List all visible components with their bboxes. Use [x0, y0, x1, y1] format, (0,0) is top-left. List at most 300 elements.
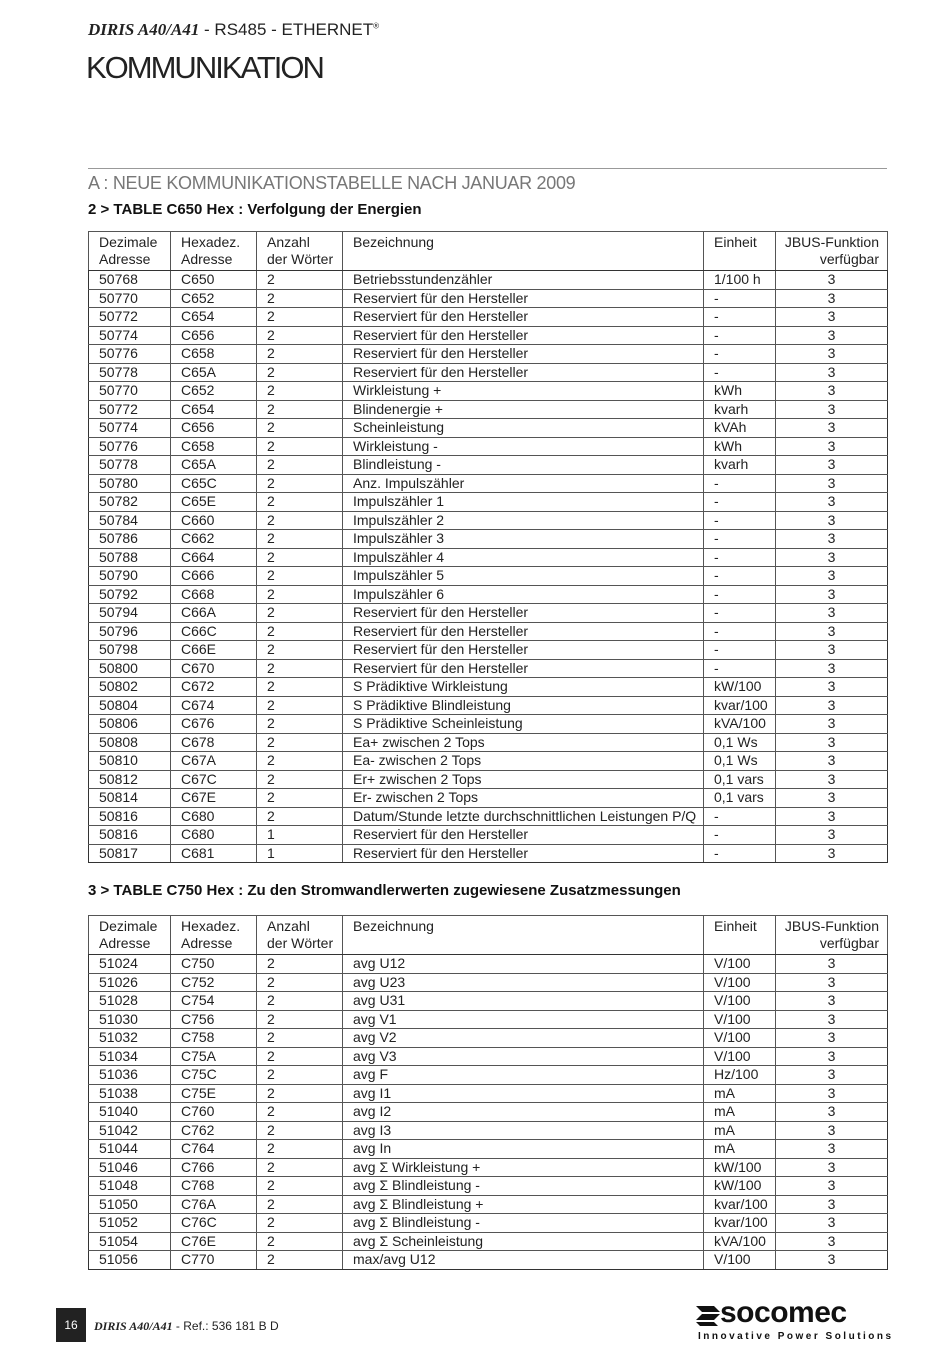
cell-word-count: 2: [257, 456, 343, 475]
cell-unit: kvarh: [704, 456, 776, 475]
cell-description: Reserviert für den Hersteller: [343, 844, 704, 863]
cell-decimal-address: 50792: [89, 585, 171, 604]
cell-jbus-function: 3: [776, 807, 888, 826]
cell-decimal-address: 50806: [89, 715, 171, 734]
cell-description: Reserviert für den Hersteller: [343, 622, 704, 641]
cell-decimal-address: 51024: [89, 955, 171, 974]
cell-description: Reserviert für den Hersteller: [343, 641, 704, 660]
cell-word-count: 2: [257, 511, 343, 530]
cell-jbus-function: 3: [776, 678, 888, 697]
cell-decimal-address: 50772: [89, 400, 171, 419]
page-title: KOMMUNIKATION: [86, 50, 323, 85]
cell-word-count: 2: [257, 308, 343, 327]
cell-unit: kvar/100: [704, 696, 776, 715]
col-header-jbus: JBUS-Funktion verfügbar: [776, 232, 888, 271]
cell-jbus-function: 3: [776, 715, 888, 734]
table-row: [89, 363, 888, 382]
register-table-c750: [88, 915, 888, 1270]
cell-word-count: 2: [257, 1177, 343, 1196]
cell-hex-address: C75C: [171, 1066, 257, 1085]
cell-hex-address: C650: [171, 271, 257, 290]
page-number: 16: [56, 1308, 86, 1342]
cell-jbus-function: 3: [776, 641, 888, 660]
cell-word-count: 2: [257, 1195, 343, 1214]
register-table-c650: [88, 231, 888, 863]
cell-decimal-address: 51038: [89, 1084, 171, 1103]
cell-jbus-function: 3: [776, 770, 888, 789]
cell-jbus-function: 3: [776, 1158, 888, 1177]
cell-description: avg F: [343, 1066, 704, 1085]
cell-word-count: 2: [257, 696, 343, 715]
cell-word-count: 2: [257, 659, 343, 678]
table-row: [89, 1066, 888, 1085]
cell-decimal-address: 50782: [89, 493, 171, 512]
cell-word-count: 1: [257, 826, 343, 845]
cell-decimal-address: 50768: [89, 271, 171, 290]
cell-decimal-address: 51044: [89, 1140, 171, 1159]
logo-wordmark: socomec: [720, 1296, 847, 1329]
table-row: [89, 308, 888, 327]
cell-hex-address: C654: [171, 400, 257, 419]
cell-hex-address: C65A: [171, 363, 257, 382]
cell-hex-address: C67A: [171, 752, 257, 771]
cell-hex-address: C76E: [171, 1232, 257, 1251]
cell-word-count: 2: [257, 973, 343, 992]
cell-word-count: 2: [257, 622, 343, 641]
table-row: [89, 1029, 888, 1048]
table-row: [89, 641, 888, 660]
table-row: [89, 733, 888, 752]
cell-unit: kW/100: [704, 1177, 776, 1196]
table-row: [89, 437, 888, 456]
cell-jbus-function: 3: [776, 400, 888, 419]
cell-description: Reserviert für den Hersteller: [343, 604, 704, 623]
cell-unit: mA: [704, 1103, 776, 1122]
cell-description: Reserviert für den Hersteller: [343, 363, 704, 382]
cell-hex-address: C674: [171, 696, 257, 715]
cell-jbus-function: 3: [776, 567, 888, 586]
cell-jbus-function: 3: [776, 345, 888, 364]
cell-decimal-address: 50802: [89, 678, 171, 697]
cell-jbus-function: 3: [776, 530, 888, 549]
cell-hex-address: C658: [171, 345, 257, 364]
cell-jbus-function: 3: [776, 973, 888, 992]
table-row: [89, 604, 888, 623]
table-header-row: [89, 232, 888, 271]
cell-hex-address: C664: [171, 548, 257, 567]
table-row: [89, 289, 888, 308]
cell-word-count: 2: [257, 752, 343, 771]
table-row: [89, 1251, 888, 1270]
cell-jbus-function: 3: [776, 1084, 888, 1103]
cell-hex-address: C681: [171, 844, 257, 863]
cell-word-count: 2: [257, 289, 343, 308]
table-row: [89, 456, 888, 475]
table-row: [89, 400, 888, 419]
cell-unit: kW/100: [704, 1158, 776, 1177]
cell-decimal-address: 51050: [89, 1195, 171, 1214]
cell-word-count: 2: [257, 363, 343, 382]
cell-word-count: 2: [257, 1047, 343, 1066]
table-row: [89, 548, 888, 567]
cell-unit: V/100: [704, 1047, 776, 1066]
cell-hex-address: C756: [171, 1010, 257, 1029]
cell-decimal-address: 51034: [89, 1047, 171, 1066]
cell-hex-address: C66A: [171, 604, 257, 623]
cell-jbus-function: 3: [776, 585, 888, 604]
cell-jbus-function: 3: [776, 511, 888, 530]
col-header-unit: Einheit: [704, 232, 776, 271]
cell-decimal-address: 50808: [89, 733, 171, 752]
cell-decimal-address: 51032: [89, 1029, 171, 1048]
cell-jbus-function: 3: [776, 548, 888, 567]
cell-unit: -: [704, 474, 776, 493]
cell-jbus-function: 3: [776, 363, 888, 382]
cell-jbus-function: 3: [776, 696, 888, 715]
cell-decimal-address: 51026: [89, 973, 171, 992]
cell-description: avg U23: [343, 973, 704, 992]
cell-unit: 0,1 vars: [704, 770, 776, 789]
cell-hex-address: C660: [171, 511, 257, 530]
cell-description: avg I1: [343, 1084, 704, 1103]
cell-hex-address: C662: [171, 530, 257, 549]
col-header-hex: Hexadez. Adresse: [171, 232, 257, 271]
cell-unit: -: [704, 604, 776, 623]
cell-decimal-address: 50770: [89, 382, 171, 401]
cell-description: Scheinleistung: [343, 419, 704, 438]
table-row: [89, 715, 888, 734]
cell-hex-address: C76C: [171, 1214, 257, 1233]
socomec-logo: [696, 1296, 894, 1346]
cell-decimal-address: 50794: [89, 604, 171, 623]
cell-unit: V/100: [704, 1010, 776, 1029]
cell-decimal-address: 50812: [89, 770, 171, 789]
cell-description: avg I2: [343, 1103, 704, 1122]
cell-description: Blindleistung -: [343, 456, 704, 475]
cell-hex-address: C65C: [171, 474, 257, 493]
cell-description: S Prädiktive Wirkleistung: [343, 678, 704, 697]
cell-unit: 0,1 vars: [704, 789, 776, 808]
table-row: [89, 474, 888, 493]
cell-description: Er+ zwischen 2 Tops: [343, 770, 704, 789]
logo-tagline: Innovative Power Solutions: [698, 1331, 894, 1342]
cell-jbus-function: 3: [776, 1121, 888, 1140]
cell-decimal-address: 50798: [89, 641, 171, 660]
cell-hex-address: C758: [171, 1029, 257, 1048]
product-brand: DIRIS A40/A41: [88, 20, 200, 39]
col-header-jbus: JBUS-Funktion verfügbar: [776, 916, 888, 955]
cell-jbus-function: 3: [776, 456, 888, 475]
cell-decimal-address: 51042: [89, 1121, 171, 1140]
cell-decimal-address: 50810: [89, 752, 171, 771]
cell-unit: kWh: [704, 437, 776, 456]
cell-unit: -: [704, 807, 776, 826]
cell-description: Impulszähler 6: [343, 585, 704, 604]
cell-word-count: 2: [257, 1232, 343, 1251]
table-row: [89, 955, 888, 974]
cell-decimal-address: 51030: [89, 1010, 171, 1029]
cell-unit: -: [704, 826, 776, 845]
cell-hex-address: C762: [171, 1121, 257, 1140]
cell-jbus-function: 3: [776, 1047, 888, 1066]
cell-jbus-function: 3: [776, 1010, 888, 1029]
cell-word-count: 1: [257, 844, 343, 863]
cell-word-count: 2: [257, 1121, 343, 1140]
table-row: [89, 1140, 888, 1159]
cell-description: Ea- zwischen 2 Tops: [343, 752, 704, 771]
cell-jbus-function: 3: [776, 271, 888, 290]
col-header-count: Anzahl der Wörter: [257, 232, 343, 271]
cell-description: avg In: [343, 1140, 704, 1159]
cell-word-count: 2: [257, 715, 343, 734]
product-rest: - RS485 - ETHERNET: [199, 20, 374, 39]
table-row: [89, 770, 888, 789]
cell-decimal-address: 51048: [89, 1177, 171, 1196]
table-row: [89, 1214, 888, 1233]
col-header-decimal: Dezimale Adresse: [89, 232, 171, 271]
cell-description: Datum/Stunde letzte durchschnittlichen Leistungen P/Q: [343, 807, 704, 826]
cell-decimal-address: 50770: [89, 289, 171, 308]
cell-word-count: 2: [257, 770, 343, 789]
cell-unit: kVAh: [704, 419, 776, 438]
table-row: [89, 567, 888, 586]
cell-jbus-function: 3: [776, 1140, 888, 1159]
cell-description: Impulszähler 4: [343, 548, 704, 567]
cell-unit: 0,1 Ws: [704, 752, 776, 771]
cell-word-count: 2: [257, 604, 343, 623]
cell-word-count: 2: [257, 474, 343, 493]
table-row: [89, 1010, 888, 1029]
cell-word-count: 2: [257, 992, 343, 1011]
cell-word-count: 2: [257, 1214, 343, 1233]
cell-decimal-address: 50796: [89, 622, 171, 641]
cell-word-count: 2: [257, 1158, 343, 1177]
cell-decimal-address: 50784: [89, 511, 171, 530]
cell-unit: V/100: [704, 973, 776, 992]
cell-description: Anz. Impulszähler: [343, 474, 704, 493]
table-row: [89, 511, 888, 530]
cell-jbus-function: 3: [776, 326, 888, 345]
cell-description: Impulszähler 3: [343, 530, 704, 549]
cell-word-count: 2: [257, 678, 343, 697]
cell-description: Reserviert für den Hersteller: [343, 826, 704, 845]
section-divider: [88, 168, 887, 169]
cell-description: S Prädiktive Blindleistung: [343, 696, 704, 715]
cell-jbus-function: 3: [776, 604, 888, 623]
cell-jbus-function: 3: [776, 474, 888, 493]
cell-word-count: 2: [257, 567, 343, 586]
cell-jbus-function: 3: [776, 1177, 888, 1196]
cell-hex-address: C67C: [171, 770, 257, 789]
table-row: [89, 973, 888, 992]
cell-unit: 0,1 Ws: [704, 733, 776, 752]
footer-brand: DIRIS A40/A41: [94, 1319, 173, 1333]
cell-word-count: 2: [257, 530, 343, 549]
table-row: [89, 382, 888, 401]
cell-word-count: 2: [257, 1251, 343, 1270]
cell-word-count: 2: [257, 1010, 343, 1029]
cell-jbus-function: 3: [776, 1195, 888, 1214]
cell-description: avg U31: [343, 992, 704, 1011]
cell-unit: -: [704, 622, 776, 641]
cell-unit: mA: [704, 1140, 776, 1159]
table-row: [89, 326, 888, 345]
cell-decimal-address: 50816: [89, 826, 171, 845]
cell-decimal-address: 51046: [89, 1158, 171, 1177]
cell-description: avg V3: [343, 1047, 704, 1066]
cell-decimal-address: 50786: [89, 530, 171, 549]
table-row: [89, 585, 888, 604]
cell-hex-address: C66E: [171, 641, 257, 660]
cell-decimal-address: 50814: [89, 789, 171, 808]
cell-hex-address: C752: [171, 973, 257, 992]
cell-hex-address: C668: [171, 585, 257, 604]
cell-word-count: 2: [257, 1103, 343, 1122]
cell-jbus-function: 3: [776, 733, 888, 752]
footer-reference: [94, 1319, 279, 1334]
table-row: [89, 1121, 888, 1140]
col-header-unit: Einheit: [704, 916, 776, 955]
table-row: [89, 696, 888, 715]
cell-description: Impulszähler 5: [343, 567, 704, 586]
section-title: A : NEUE KOMMUNIKATIONSTABELLE NACH JANUAR 2009: [88, 173, 576, 193]
cell-jbus-function: 3: [776, 1251, 888, 1270]
footer-ref-number: - Ref.: 536 181 B D: [172, 1319, 279, 1333]
cell-hex-address: C680: [171, 807, 257, 826]
cell-unit: kvarh: [704, 400, 776, 419]
cell-description: S Prädiktive Scheinleistung: [343, 715, 704, 734]
cell-hex-address: C652: [171, 382, 257, 401]
col-header-count: Anzahl der Wörter: [257, 916, 343, 955]
cell-hex-address: C770: [171, 1251, 257, 1270]
cell-description: avg Σ Wirkleistung +: [343, 1158, 704, 1177]
table-row: [89, 678, 888, 697]
cell-jbus-function: 3: [776, 1066, 888, 1085]
cell-jbus-function: 3: [776, 289, 888, 308]
cell-decimal-address: 51036: [89, 1066, 171, 1085]
cell-unit: kWh: [704, 382, 776, 401]
cell-unit: 1/100 h: [704, 271, 776, 290]
cell-unit: -: [704, 511, 776, 530]
cell-decimal-address: 50780: [89, 474, 171, 493]
cell-word-count: 2: [257, 641, 343, 660]
cell-word-count: 2: [257, 733, 343, 752]
cell-hex-address: C65A: [171, 456, 257, 475]
cell-hex-address: C652: [171, 289, 257, 308]
cell-hex-address: C754: [171, 992, 257, 1011]
cell-description: avg V2: [343, 1029, 704, 1048]
cell-decimal-address: 50778: [89, 456, 171, 475]
cell-unit: kVA/100: [704, 715, 776, 734]
cell-unit: V/100: [704, 1251, 776, 1270]
cell-description: Impulszähler 2: [343, 511, 704, 530]
cell-unit: kVA/100: [704, 1232, 776, 1251]
cell-decimal-address: 50778: [89, 363, 171, 382]
cell-description: avg Σ Scheinleistung: [343, 1232, 704, 1251]
cell-unit: -: [704, 493, 776, 512]
cell-jbus-function: 3: [776, 308, 888, 327]
cell-jbus-function: 3: [776, 844, 888, 863]
cell-jbus-function: 3: [776, 659, 888, 678]
cell-hex-address: C672: [171, 678, 257, 697]
cell-hex-address: C65E: [171, 493, 257, 512]
cell-decimal-address: 51054: [89, 1232, 171, 1251]
cell-jbus-function: 3: [776, 1232, 888, 1251]
cell-word-count: 2: [257, 493, 343, 512]
cell-decimal-address: 50788: [89, 548, 171, 567]
cell-jbus-function: 3: [776, 955, 888, 974]
cell-description: Wirkleistung -: [343, 437, 704, 456]
table2-title: 3 > TABLE C750 Hex : Zu den Stromwandlerwerten zugewiesene Zusatzmessungen: [88, 882, 681, 899]
cell-word-count: 2: [257, 382, 343, 401]
cell-unit: V/100: [704, 992, 776, 1011]
table-row: [89, 1158, 888, 1177]
cell-decimal-address: 51028: [89, 992, 171, 1011]
cell-jbus-function: 3: [776, 622, 888, 641]
cell-jbus-function: 3: [776, 752, 888, 771]
cell-hex-address: C680: [171, 826, 257, 845]
cell-decimal-address: 50804: [89, 696, 171, 715]
cell-description: Reserviert für den Hersteller: [343, 308, 704, 327]
table-row: [89, 1084, 888, 1103]
cell-word-count: 2: [257, 789, 343, 808]
cell-hex-address: C676: [171, 715, 257, 734]
cell-unit: -: [704, 548, 776, 567]
cell-word-count: 2: [257, 1029, 343, 1048]
table-row: [89, 622, 888, 641]
cell-unit: -: [704, 289, 776, 308]
cell-hex-address: C760: [171, 1103, 257, 1122]
cell-hex-address: C66C: [171, 622, 257, 641]
cell-description: max/avg U12: [343, 1251, 704, 1270]
table1-title: 2 > TABLE C650 Hex : Verfolgung der Energien: [88, 201, 422, 218]
cell-decimal-address: 50816: [89, 807, 171, 826]
cell-description: avg U12: [343, 955, 704, 974]
logo-mark-icon: [696, 1304, 722, 1328]
cell-word-count: 2: [257, 585, 343, 604]
table-header-row: [89, 916, 888, 955]
cell-decimal-address: 51040: [89, 1103, 171, 1122]
cell-decimal-address: 50776: [89, 437, 171, 456]
cell-hex-address: C658: [171, 437, 257, 456]
col-header-hex: Hexadez. Adresse: [171, 916, 257, 955]
table-row: [89, 789, 888, 808]
cell-hex-address: C666: [171, 567, 257, 586]
cell-hex-address: C750: [171, 955, 257, 974]
cell-word-count: 2: [257, 955, 343, 974]
cell-hex-address: C656: [171, 326, 257, 345]
cell-hex-address: C768: [171, 1177, 257, 1196]
cell-unit: V/100: [704, 1029, 776, 1048]
cell-description: avg Σ Blindleistung +: [343, 1195, 704, 1214]
cell-jbus-function: 3: [776, 437, 888, 456]
cell-word-count: 2: [257, 326, 343, 345]
cell-description: avg Σ Blindleistung -: [343, 1214, 704, 1233]
cell-decimal-address: 50774: [89, 419, 171, 438]
cell-unit: mA: [704, 1121, 776, 1140]
registered-mark: ®: [373, 21, 380, 31]
cell-hex-address: C656: [171, 419, 257, 438]
cell-description: Reserviert für den Hersteller: [343, 326, 704, 345]
cell-hex-address: C670: [171, 659, 257, 678]
table-row: [89, 659, 888, 678]
cell-word-count: 2: [257, 1140, 343, 1159]
cell-description: avg I3: [343, 1121, 704, 1140]
cell-unit: -: [704, 844, 776, 863]
cell-decimal-address: 51052: [89, 1214, 171, 1233]
table-row: [89, 807, 888, 826]
cell-word-count: 2: [257, 271, 343, 290]
